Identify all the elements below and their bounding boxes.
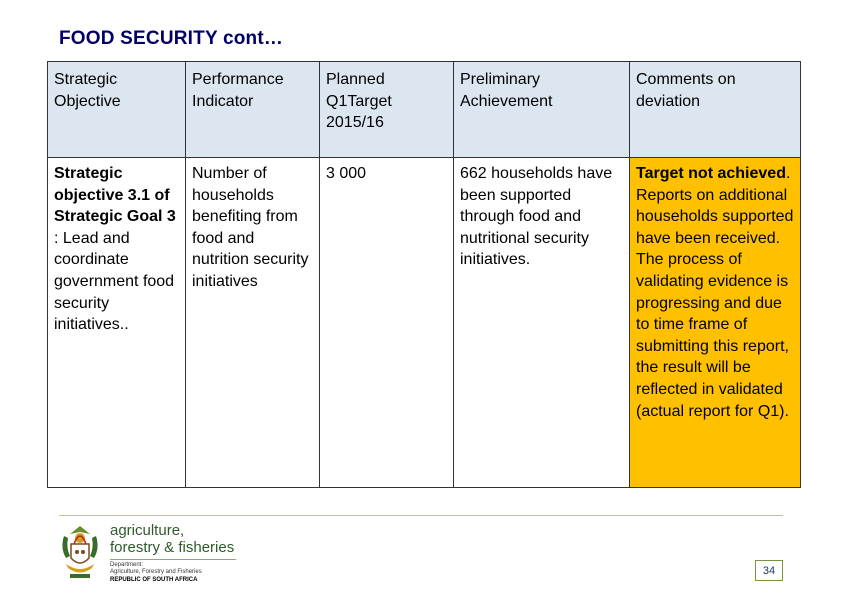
header-performance-indicator: Performance Indicator — [186, 62, 320, 158]
comment-text: . Reports on additional households supported have been received. The process of validating evidence is progressing and due to time frame of submitting this report, the result will be reflected in validated (actual report for Q1). — [636, 165, 794, 420]
logo-line-forestry: forestry & fisheries — [110, 539, 235, 556]
table-header-row — [48, 62, 801, 158]
logo-department-label: Department: — [110, 562, 144, 568]
cell-planned-target: 3 000 — [320, 158, 454, 488]
objective-bold-text: Strategic objective 3.1 of Strategic Goal 3 — [54, 165, 176, 226]
header-strategic-objective: Strategic Objective — [48, 62, 186, 158]
logo-department-name: Agriculture, Forestry and Fisheries — [110, 569, 202, 575]
cell-performance-indicator: Number of households benefiting from food and nutrition security initiatives — [186, 158, 320, 488]
department-logo — [56, 522, 246, 588]
logo-line-agriculture: agriculture, — [110, 522, 185, 539]
header-preliminary-achievement: Preliminary Achievement — [454, 62, 630, 158]
header-planned-target: Planned Q1Target 2015/16 — [320, 62, 454, 158]
cell-preliminary-achievement: 662 households have been supported through food and nutritional security initiatives. — [454, 158, 630, 488]
food-security-table — [47, 61, 801, 488]
logo-text — [110, 522, 236, 584]
cell-strategic-objective — [48, 158, 186, 488]
footer-divider — [59, 515, 783, 516]
table-row — [48, 158, 801, 488]
cell-comments-deviation — [630, 158, 801, 488]
objective-text: : Lead and coordinate government food security initiatives.. — [54, 229, 175, 334]
header-comments-deviation: Comments on deviation — [630, 62, 801, 158]
logo-underline — [110, 559, 236, 560]
page-number: 34 — [755, 560, 783, 581]
comment-bold-text: Target not achieved — [636, 165, 786, 182]
coat-of-arms-icon — [56, 522, 104, 586]
logo-country: REPUBLIC OF SOUTH AFRICA — [110, 577, 198, 583]
page-title: FOOD SECURITY cont… — [59, 28, 284, 49]
